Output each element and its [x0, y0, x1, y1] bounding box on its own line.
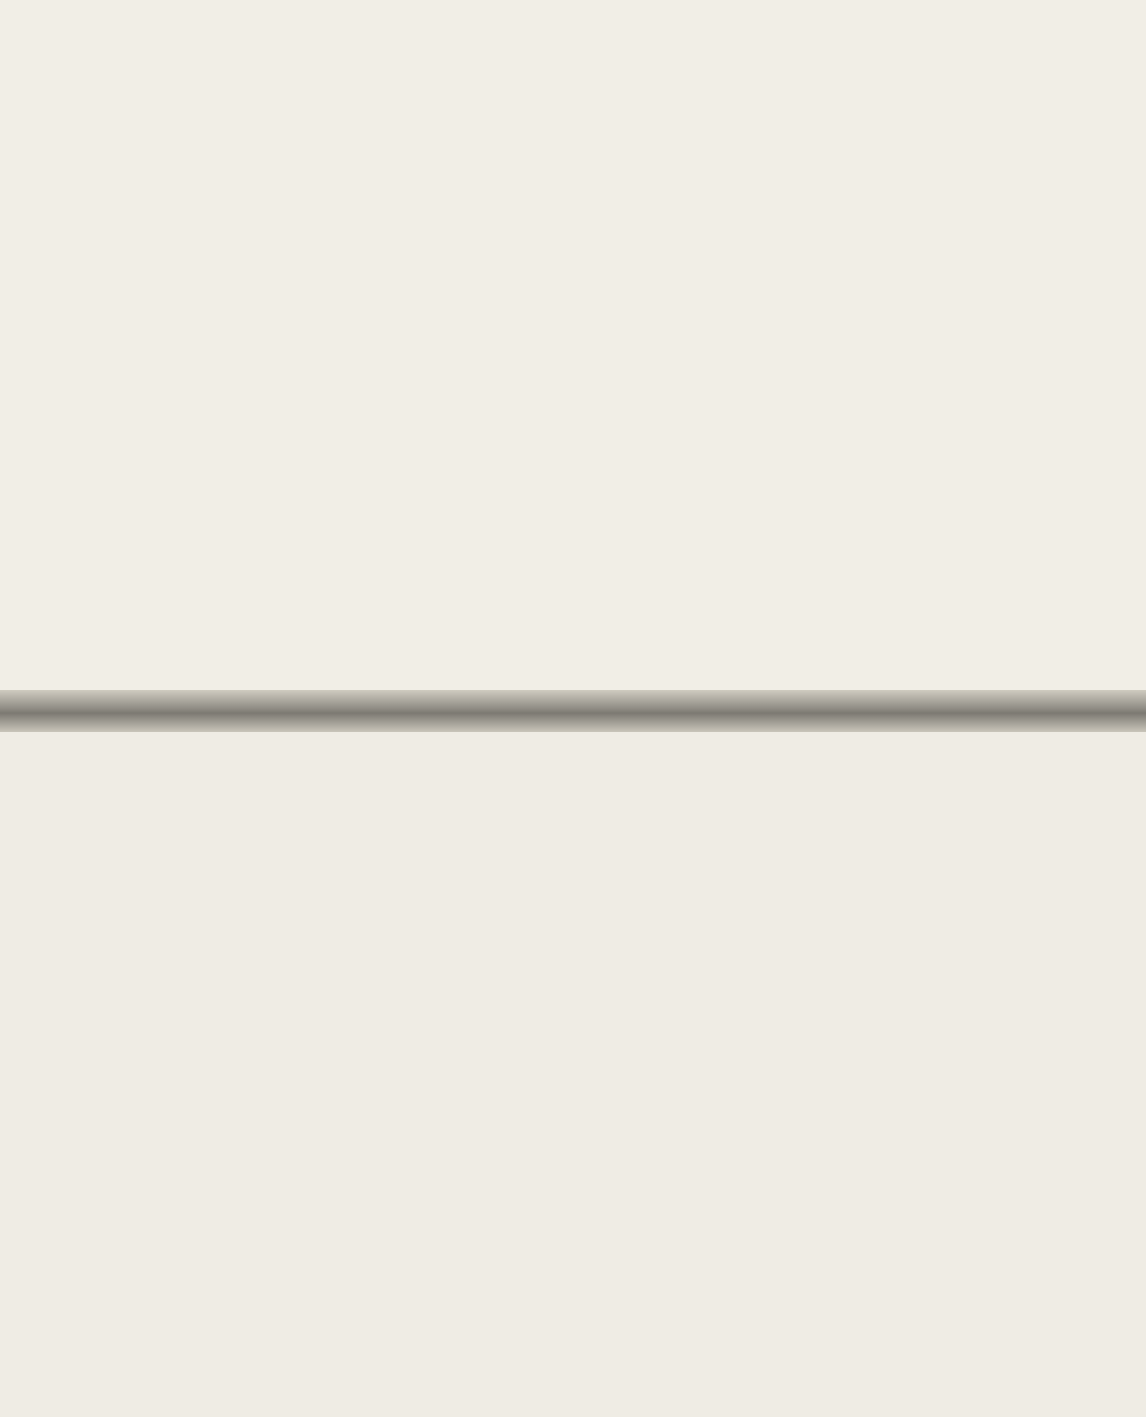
- book-gutter: [0, 690, 1146, 732]
- lower-page: [0, 732, 1146, 1417]
- upper-page: [0, 0, 1146, 690]
- timetable-title: [0, 10, 1146, 40]
